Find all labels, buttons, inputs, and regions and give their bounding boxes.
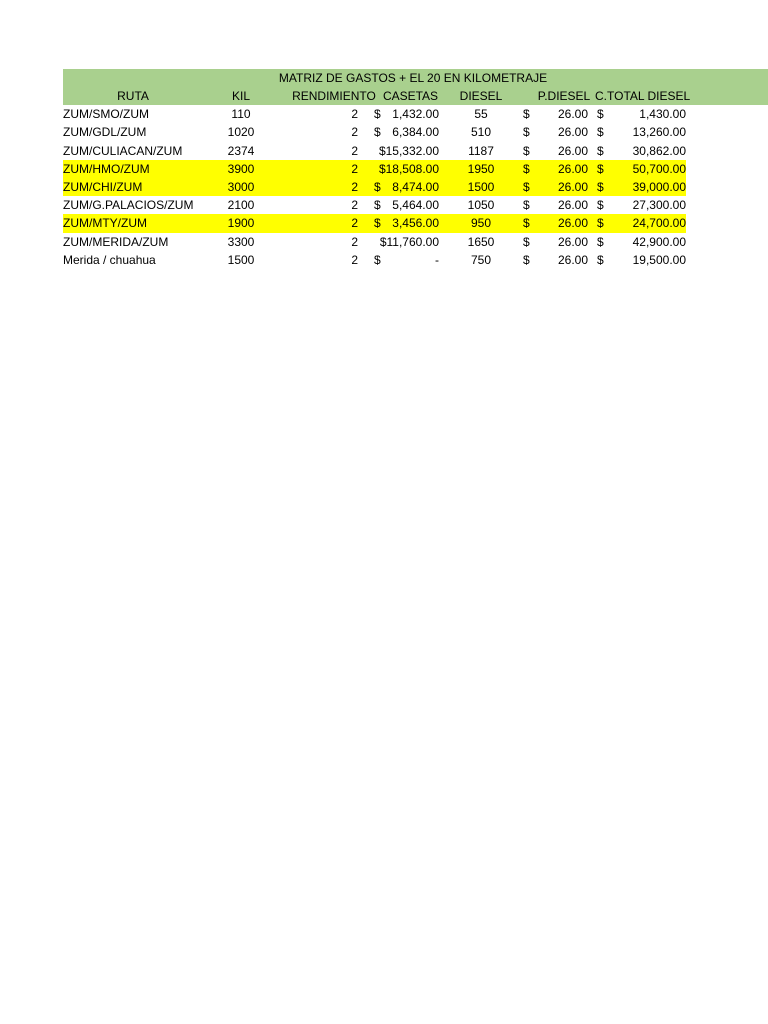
cell-casetas: 6,384.00	[392, 125, 439, 140]
cell-rendimiento: 2	[351, 216, 358, 231]
table-row	[63, 196, 768, 214]
cell-total-currency: $	[597, 161, 604, 176]
cell-casetas-currency: $	[374, 125, 381, 140]
cell-kil: 1900	[227, 216, 255, 231]
cell-ruta: ZUM/GDL/ZUM	[63, 125, 147, 140]
cell-casetas-currency: $	[374, 179, 381, 194]
cell-p-diesel-currency: $	[523, 234, 530, 249]
table-row	[63, 105, 768, 123]
cell-kil: 2374	[227, 143, 255, 158]
cell-c-total-diesel: 50,700.00	[632, 161, 686, 176]
cell-c-total-diesel: 1,430.00	[639, 107, 686, 122]
cell-diesel: 55	[474, 107, 488, 122]
header-ruta: RUTA	[117, 89, 149, 103]
cell-diesel: 1500	[467, 179, 495, 194]
cell-p-diesel: 26.00	[557, 252, 588, 267]
cell-ruta: ZUM/CHI/ZUM	[63, 179, 143, 194]
cell-p-diesel: 26.00	[557, 125, 588, 140]
cell-casetas: 1,432.00	[392, 107, 439, 122]
cell-kil: 3300	[227, 234, 255, 249]
cell-rendimiento: 2	[351, 179, 358, 194]
cell-casetas-currency: $	[374, 198, 381, 213]
cell-rendimiento: 2	[351, 198, 358, 213]
cell-kil: 110	[231, 107, 251, 122]
cell-p-diesel: 26.00	[557, 216, 588, 231]
cell-p-diesel: 26.00	[557, 234, 588, 249]
cell-total-currency: $	[597, 252, 604, 267]
cell-total-currency: $	[597, 198, 604, 213]
cell-p-diesel-currency: $	[523, 143, 530, 158]
table-row	[63, 251, 768, 269]
sheet-title: MATRIZ DE GASTOS + EL 20 EN KILOMETRAJE	[278, 71, 548, 85]
cell-total-currency: $	[597, 179, 604, 194]
cell-rendimiento: 2	[351, 161, 358, 176]
header-rendimiento: RENDIMIENTO	[292, 89, 376, 103]
expense-matrix-sheet	[63, 69, 768, 269]
cell-c-total-diesel: 39,000.00	[632, 179, 686, 194]
cell-p-diesel-currency: $	[523, 107, 530, 122]
cell-ruta: ZUM/CULIACAN/ZUM	[63, 143, 183, 158]
cell-p-diesel: 26.00	[557, 179, 588, 194]
cell-casetas-currency: $	[374, 252, 381, 267]
cell-p-diesel-currency: $	[523, 216, 530, 231]
cell-kil: 1020	[227, 125, 255, 140]
header-row	[63, 87, 768, 105]
cell-kil: 2100	[227, 198, 255, 213]
cell-casetas: -	[435, 252, 439, 267]
cell-diesel: 1650	[467, 234, 495, 249]
cell-p-diesel-currency: $	[523, 252, 530, 267]
cell-ruta: ZUM/MTY/ZUM	[63, 216, 147, 231]
table-row	[63, 178, 686, 196]
header-diesel: DIESEL	[459, 89, 503, 103]
cell-p-diesel: 26.00	[557, 198, 588, 213]
cell-p-diesel-currency: $	[523, 161, 530, 176]
header-p-diesel: P.DIESEL	[537, 89, 591, 103]
cell-c-total-diesel: 30,862.00	[632, 143, 686, 158]
cell-diesel: 1950	[467, 161, 495, 176]
cell-total-currency: $	[597, 234, 604, 249]
header-casetas: CASETAS	[382, 89, 439, 103]
cell-p-diesel: 26.00	[557, 143, 588, 158]
cell-casetas: $11,760.00	[379, 234, 439, 249]
cell-c-total-diesel: 27,300.00	[632, 198, 686, 213]
cell-total-currency: $	[597, 216, 604, 231]
cell-p-diesel-currency: $	[523, 198, 530, 213]
cell-casetas: 3,456.00	[392, 216, 439, 231]
cell-diesel: 510	[470, 125, 492, 140]
cell-total-currency: $	[597, 107, 604, 122]
cell-total-currency: $	[597, 143, 604, 158]
cell-diesel: 1050	[467, 198, 495, 213]
cell-rendimiento: 2	[351, 107, 358, 122]
cell-p-diesel-currency: $	[523, 179, 530, 194]
cell-casetas-currency: $	[374, 216, 381, 231]
cell-c-total-diesel: 19,500.00	[632, 252, 686, 267]
cell-ruta: ZUM/MERIDA/ZUM	[63, 234, 169, 249]
cell-casetas: 8,474.00	[392, 179, 439, 194]
cell-p-diesel: 26.00	[557, 107, 588, 122]
cell-casetas-currency: $	[374, 107, 381, 122]
table-row	[63, 214, 686, 232]
header-c-total-diesel: C.TOTAL DIESEL	[595, 89, 691, 103]
cell-casetas: $18,508.00	[378, 161, 439, 176]
cell-rendimiento: 2	[351, 252, 358, 267]
cell-casetas: $15,332.00	[378, 143, 439, 158]
cell-kil: 3900	[227, 161, 255, 176]
cell-c-total-diesel: 42,900.00	[632, 234, 686, 249]
cell-rendimiento: 2	[351, 143, 358, 158]
cell-ruta: ZUM/HMO/ZUM	[63, 161, 150, 176]
title-row	[63, 69, 768, 87]
cell-p-diesel: 26.00	[557, 161, 588, 176]
cell-ruta: ZUM/SMO/ZUM	[63, 107, 149, 122]
cell-diesel: 750	[470, 252, 492, 267]
data-rows	[63, 105, 768, 269]
cell-kil: 1500	[227, 252, 255, 267]
cell-c-total-diesel: 24,700.00	[632, 216, 686, 231]
cell-ruta: ZUM/G.PALACIOS/ZUM	[63, 198, 194, 213]
cell-p-diesel-currency: $	[523, 125, 530, 140]
table-row	[63, 123, 768, 141]
cell-rendimiento: 2	[351, 234, 358, 249]
table-row	[63, 233, 768, 251]
cell-rendimiento: 2	[351, 125, 358, 140]
cell-kil: 3000	[227, 179, 255, 194]
cell-diesel: 950	[470, 216, 492, 231]
cell-casetas: 5,464.00	[392, 198, 439, 213]
cell-ruta: Merida / chuahua	[63, 252, 156, 267]
header-kil: KIL	[231, 89, 250, 103]
cell-total-currency: $	[597, 125, 604, 140]
cell-c-total-diesel: 13,260.00	[632, 125, 686, 140]
cell-diesel: 1187	[468, 143, 494, 158]
table-row	[63, 142, 768, 160]
table-row	[63, 160, 686, 178]
